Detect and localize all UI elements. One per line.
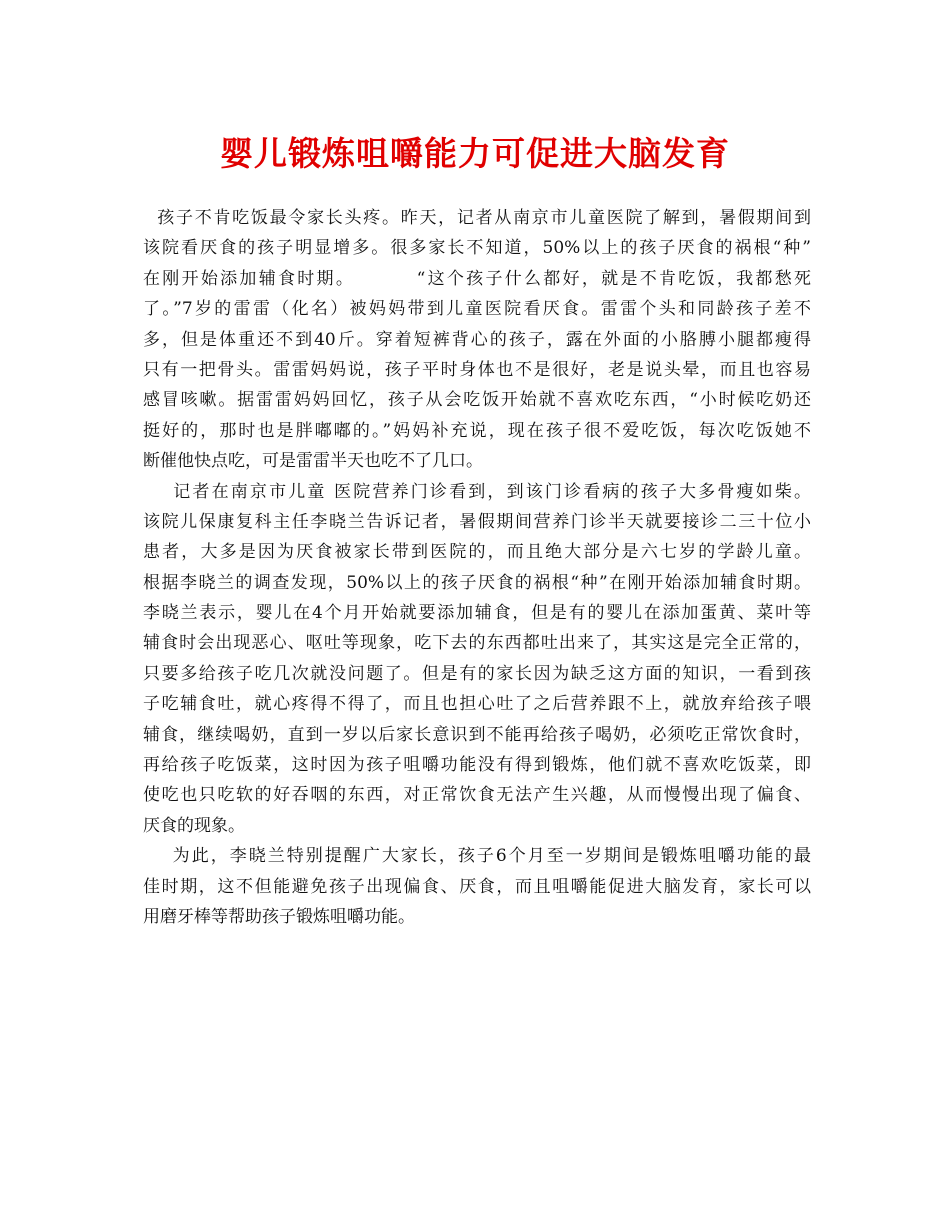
text-line: 佳时期，这不但能避免孩子出现偏食、厌食，而且咀嚼能促进大脑发育，家长可以 [143, 876, 811, 897]
paragraph [143, 841, 811, 932]
paragraph [143, 203, 811, 477]
text-line: 在刚开始添加辅食时期。 “这个孩子什么都好，就是不肯吃饭，我都愁死 [143, 268, 811, 289]
text-line: 为此，李晓兰特别提醒广大家长，孩子6个月至一岁期间是锻炼咀嚼功能的最 [143, 846, 811, 867]
text-line: 厌食的现象。 [143, 815, 245, 836]
text-line: 用磨牙棒等帮助孩子锻炼咀嚼功能。 [143, 906, 415, 927]
text-line: 子吃辅食吐，就心疼得不得了，而且也担心吐了之后营养跟不上，就放弃给孩子喂 [143, 694, 811, 715]
text-line: 挺好的，那时也是胖嘟嘟的。”妈妈补充说，现在孩子很不爱吃饭，每次吃饭她不 [143, 420, 811, 441]
paragraph [143, 477, 811, 842]
text-line: 记者在南京市儿童 医院营养门诊看到，到该门诊看病的孩子大多骨瘦如柴。 [143, 481, 811, 502]
text-line: 断催他快点吃，可是雷雷半天也吃不了几口。 [143, 451, 483, 472]
text-line: 了。”7岁的雷雷（化名）被妈妈带到儿童医院看厌食。雷雷个头和同龄孩子差不 [143, 299, 811, 320]
text-line: 李晓兰表示，婴儿在4个月开始就要添加辅食，但是有的婴儿在添加蛋黄、菜叶等 [143, 603, 811, 624]
document-body [143, 203, 811, 932]
text-line: 孩子不肯吃饭最令家长头疼。昨天，记者从南京市儿童医院了解到，暑假期间到 [143, 208, 811, 228]
text-line: 只有一把骨头。雷雷妈妈说，孩子平时身体也不是很好，老是说头晕，而且也容易 [143, 359, 811, 380]
text-line: 感冒咳嗽。据雷雷妈妈回忆，孩子从会吃饭开始就不喜欢吃东西，“小时候吃奶还 [143, 390, 811, 411]
text-line: 辅食时会出现恶心、呕吐等现象，吃下去的东西都吐出来了，其实这是完全正常的， [143, 633, 811, 654]
text-line: 多，但是体重还不到40斤。穿着短裤背心的孩子，露在外面的小胳膊小腿都瘦得 [143, 329, 811, 350]
text-line: 只要多给孩子吃几次就没问题了。但是有的家长因为缺乏这方面的知识，一看到孩 [143, 663, 811, 684]
text-line: 该院看厌食的孩子明显增多。很多家长不知道，50%以上的孩子厌食的祸根“种” [143, 238, 811, 259]
text-line: 使吃也只吃软的好吞咽的东西，对正常饮食无法产生兴趣，从而慢慢出现了偏食、 [143, 785, 811, 806]
text-line: 再给孩子吃饭菜，这时因为孩子咀嚼功能没有得到锻炼，他们就不喜欢吃饭菜，即 [143, 755, 811, 776]
text-line: 该院儿保康复科主任李晓兰告诉记者，暑假期间营养门诊半天就要接诊二三十位小 [143, 511, 811, 532]
text-line: 根据李晓兰的调查发现，50%以上的孩子厌食的祸根“种”在刚开始添加辅食时期。 [143, 572, 811, 593]
text-line: 辅食，继续喝奶，直到一岁以后家长意识到不能再给孩子喝奶，必须吃正常饮食时， [143, 724, 811, 745]
document-title: 婴儿锻炼咀嚼能力可促进大脑发育 [220, 134, 730, 173]
text-line: 患者，大多是因为厌食被家长带到医院的，而且绝大部分是六七岁的学龄儿童。 [143, 542, 811, 563]
